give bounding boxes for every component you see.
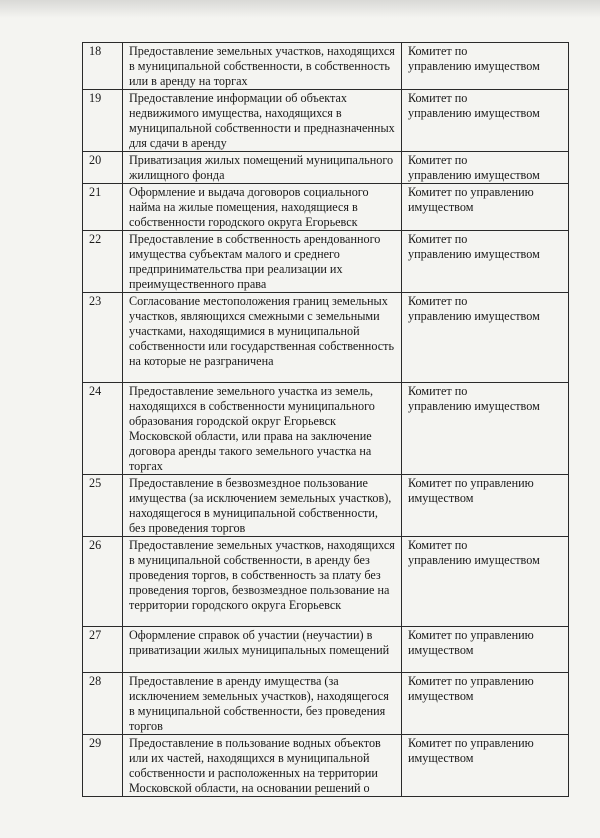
table-row [83, 673, 569, 735]
service-name: Согласование местоположения границ земельных участков, являющихся смежными с земельными участками, находящимися в муниципальной собственности или государственная собственность на которые не разграничена [123, 293, 402, 383]
row-number: 23 [83, 293, 123, 383]
service-name: Предоставление земельного участка из земель, находящихся в собственности муниципального образования городской округ Егорьевск Московской области, или права на заключение договора аренды такого земельного участка на торгах [123, 383, 402, 475]
department-cell [402, 735, 569, 797]
department-cell [402, 293, 569, 383]
service-name: Предоставление в безвозмездное пользование имущества (за исключением земельных участков), находящегося в муниципальной собственности, без проведения торгов [123, 475, 402, 537]
department-cell [402, 383, 569, 475]
department-line: Комитет по управлению [408, 674, 534, 688]
row-number: 22 [83, 231, 123, 293]
department-cell [402, 184, 569, 231]
service-name: Приватизация жилых помещений муниципального жилищного фонда [123, 152, 402, 184]
department-line: управлению имуществом [408, 106, 540, 120]
service-name: Предоставление в пользование водных объектов или их частей, находящихся в муниципальной собственности и расположенных на территории Московской области, на основании решений о [123, 735, 402, 797]
department-line: Комитет по [408, 538, 468, 552]
department-line: Комитет по управлению [408, 628, 534, 642]
department-line: управлению имуществом [408, 553, 540, 567]
department-line: Комитет по управлению [408, 736, 534, 750]
table-row [83, 152, 569, 184]
department-cell [402, 90, 569, 152]
service-name: Оформление справок об участии (неучастии) в приватизации жилых муниципальных помещений [123, 627, 402, 673]
table-row [83, 627, 569, 673]
row-number: 24 [83, 383, 123, 475]
department-cell [402, 231, 569, 293]
service-name: Предоставление в собственность арендованного имущества субъектам малого и среднего предпринимательства при реализации их преимущественного права [123, 231, 402, 293]
table-row [83, 184, 569, 231]
row-number: 19 [83, 90, 123, 152]
row-number: 28 [83, 673, 123, 735]
department-line: Комитет по управлению [408, 185, 534, 199]
department-cell [402, 475, 569, 537]
table-row [83, 231, 569, 293]
row-number: 27 [83, 627, 123, 673]
department-line: управлению имуществом [408, 59, 540, 73]
row-number: 29 [83, 735, 123, 797]
table-row [83, 735, 569, 797]
row-number: 21 [83, 184, 123, 231]
department-line: имуществом [408, 751, 474, 765]
row-number: 25 [83, 475, 123, 537]
service-name: Предоставление земельных участков, находящихся в муниципальной собственности, в собственность или в аренду на торгах [123, 43, 402, 90]
table-row [83, 537, 569, 627]
row-number: 26 [83, 537, 123, 627]
row-number: 20 [83, 152, 123, 184]
department-line: Комитет по [408, 384, 468, 398]
department-cell [402, 673, 569, 735]
department-line: управлению имуществом [408, 168, 540, 182]
department-line: управлению имуществом [408, 399, 540, 413]
department-line: имуществом [408, 689, 474, 703]
row-number: 18 [83, 43, 123, 90]
table-row [83, 293, 569, 383]
department-cell [402, 627, 569, 673]
table-row [83, 383, 569, 475]
department-line: имуществом [408, 491, 474, 505]
department-line: Комитет по [408, 153, 468, 167]
department-cell [402, 152, 569, 184]
services-table [82, 42, 569, 797]
page-top-edge [0, 0, 600, 18]
department-line: Комитет по [408, 232, 468, 246]
service-name: Оформление и выдача договоров социального найма на жилые помещения, находящиеся в собственности городского округа Егорьевск [123, 184, 402, 231]
table-row [83, 43, 569, 90]
department-line: Комитет по управлению [408, 476, 534, 490]
service-name: Предоставление земельных участков, находящихся в муниципальной собственности, в аренду без проведения торгов, в собственность за плату без проведения торгов, безвозмездное пользование на территории городского округа Егорьевск [123, 537, 402, 627]
table-row [83, 90, 569, 152]
service-name: Предоставление информации об объектах недвижимого имущества, находящихся в муниципальной собственности и предназначенных для сдачи в аренду [123, 90, 402, 152]
department-line: Комитет по [408, 294, 468, 308]
department-line: управлению имуществом [408, 247, 540, 261]
department-line: имуществом [408, 643, 474, 657]
department-line: Комитет по [408, 44, 468, 58]
department-cell [402, 43, 569, 90]
service-name: Предоставление в аренду имущества (за исключением земельных участков), находящегося в муниципальной собственности, без проведения торгов [123, 673, 402, 735]
department-line: имуществом [408, 200, 474, 214]
table-row [83, 475, 569, 537]
department-cell [402, 537, 569, 627]
department-line: управлению имуществом [408, 309, 540, 323]
department-line: Комитет по [408, 91, 468, 105]
